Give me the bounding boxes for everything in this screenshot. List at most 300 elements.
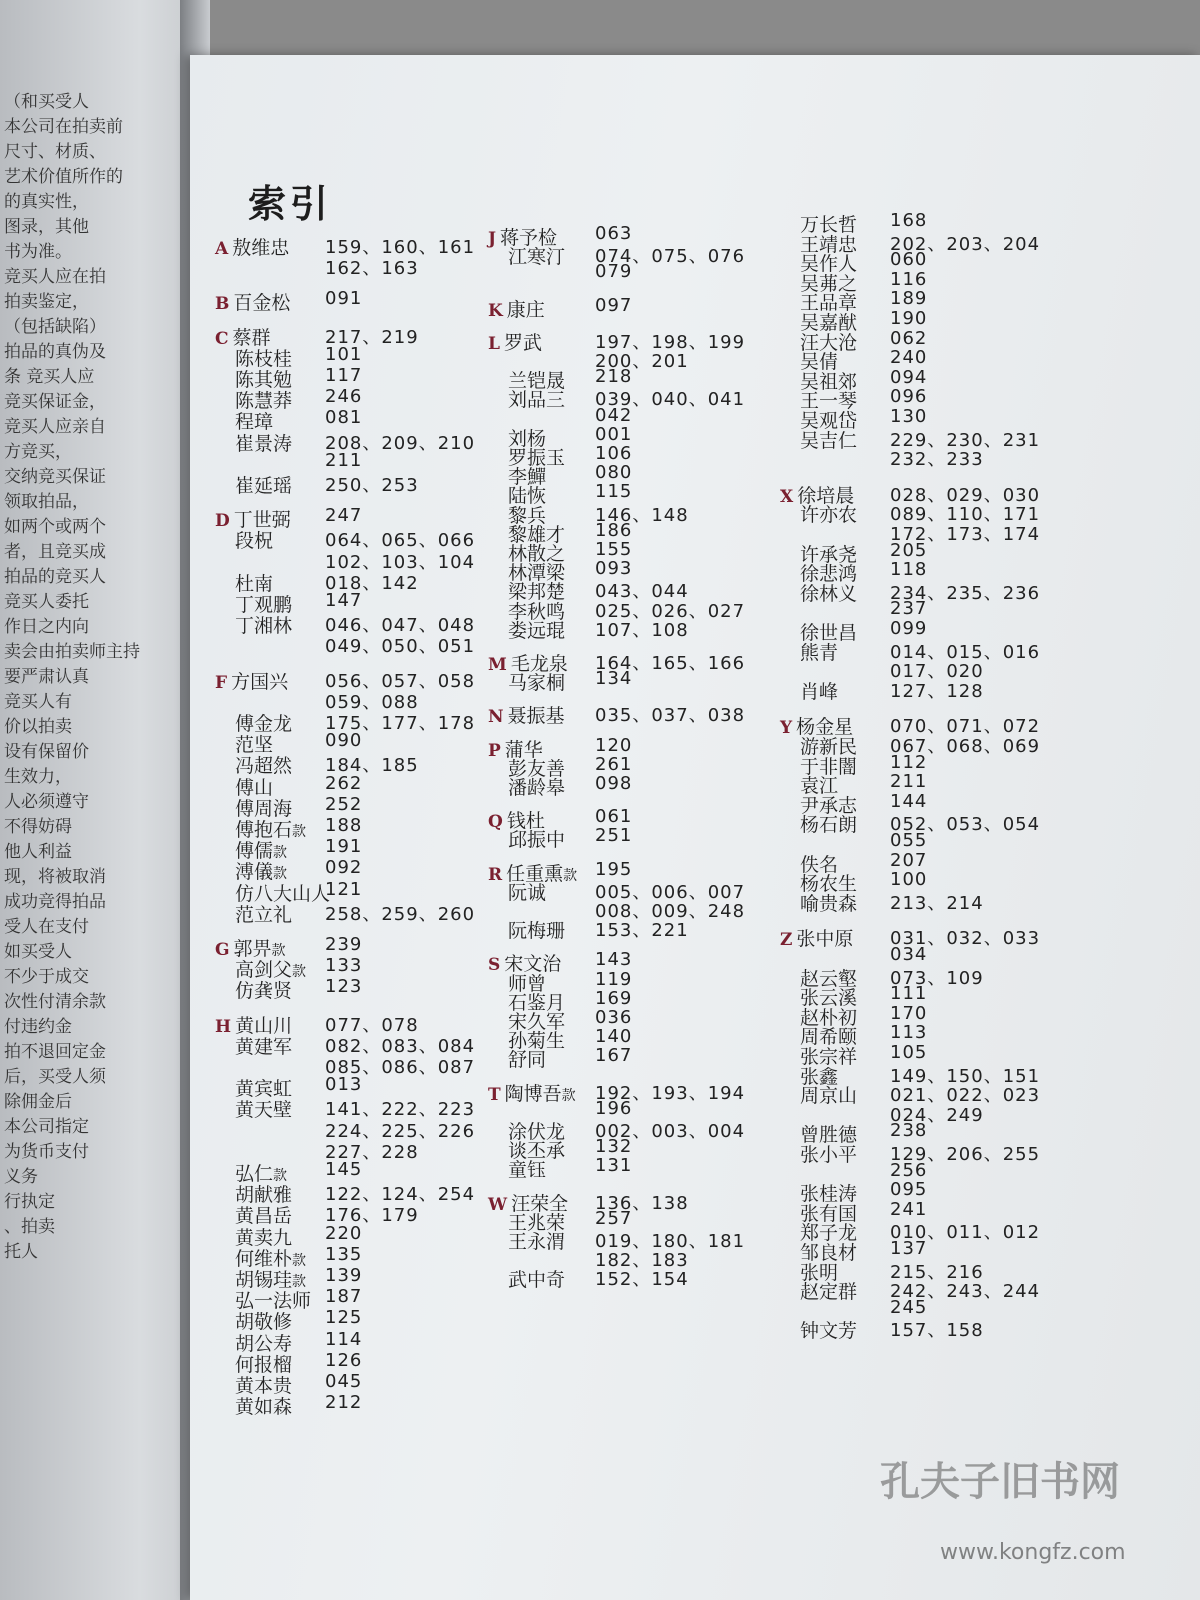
page-numbers: 208、209、210	[325, 432, 476, 454]
artist-name: 黄宾虹	[235, 1078, 293, 1101]
page-numbers: 234、235、236	[890, 582, 1041, 604]
index-entry	[800, 677, 838, 704]
artist-name: 彭友善	[508, 757, 566, 780]
artist-name: 程璋	[235, 411, 274, 434]
artist-name: 傅抱石	[235, 819, 293, 841]
index-entry	[235, 1095, 292, 1122]
index-letter: Z	[780, 930, 793, 951]
page-numbers: 106	[595, 443, 633, 464]
artist-name: 黄如森	[235, 1396, 293, 1419]
page-numbers: 191	[325, 836, 363, 858]
kuan-mark: 款	[273, 845, 288, 862]
index-entry	[508, 668, 565, 695]
page-numbers: 127、128	[890, 680, 984, 702]
page-numbers: 239	[325, 934, 363, 955]
index-entry	[215, 667, 288, 694]
kuan-mark: 款	[561, 1087, 576, 1104]
page-numbers: 149、150、151	[890, 1065, 1041, 1087]
page-numbers: 130	[890, 406, 928, 427]
page-numbers: 139	[325, 1265, 363, 1286]
artist-name: 张桂涛	[800, 1183, 858, 1206]
artist-name: 高剑父	[235, 959, 293, 982]
page-numbers: 144	[890, 790, 928, 812]
artist-name: 敖维忠	[232, 237, 290, 259]
artist-name: 陆恢	[508, 485, 547, 508]
page-numbers: 220	[325, 1222, 363, 1244]
artist-name: 陈其勉	[235, 369, 293, 391]
artist-name: 王一琴	[800, 390, 858, 413]
artist-name: 许亦农	[800, 504, 858, 527]
index-entry	[235, 526, 273, 553]
page-numbers: 115	[595, 481, 633, 503]
page-numbers: 049、050、051	[325, 636, 476, 658]
page-numbers: 159、160、161	[325, 237, 476, 258]
artist-name: 周希颐	[800, 1026, 858, 1049]
page-numbers: 122、124、254	[325, 1184, 476, 1206]
page-numbers: 118	[890, 559, 928, 581]
kuan-mark: 款	[563, 867, 578, 884]
page-numbers: 229、230、231	[890, 429, 1041, 451]
left-page-line: 本公司在拍卖前	[4, 117, 123, 137]
page-numbers: 017、020	[890, 661, 984, 683]
page-numbers: 094	[890, 366, 928, 388]
page-numbers: 175、177、178	[325, 713, 476, 734]
index-entry	[508, 1227, 565, 1254]
page-numbers: 164、165、166	[595, 653, 746, 674]
artist-name: 马家桐	[508, 672, 566, 695]
artist-name: 傅山	[235, 776, 274, 799]
page-numbers: 176、179	[325, 1205, 419, 1227]
artist-name: 陈枝桂	[235, 347, 293, 370]
artist-name: 罗振玉	[508, 447, 566, 469]
artist-name: 阮梅珊	[508, 920, 566, 943]
left-page-line: 领取拍品，	[4, 492, 89, 512]
page-numbers: 064、065、066	[325, 530, 476, 552]
page-numbers: 172、173、174	[890, 524, 1041, 545]
page-numbers: 059、088	[325, 691, 419, 713]
artist-name: 黎兵	[508, 504, 547, 527]
index-letter: R	[488, 864, 503, 885]
index-entry	[508, 616, 565, 643]
page-numbers: 211	[325, 449, 363, 471]
page-numbers: 112	[890, 751, 928, 773]
page-numbers: 060	[890, 249, 928, 271]
page-numbers: 080	[595, 462, 633, 484]
page-numbers: 039、040、041	[595, 389, 746, 411]
page-numbers: 133	[325, 955, 363, 977]
artist-name: 胡敬修	[235, 1311, 293, 1334]
artist-name: 黄昌岳	[235, 1205, 293, 1228]
left-page-line: 竞买人应亲自	[4, 417, 106, 437]
left-page-line: （和买受人	[4, 92, 89, 112]
index-letter: L	[488, 333, 500, 354]
artist-name: 吴茀之	[800, 272, 858, 295]
index-entry	[508, 385, 565, 412]
artist-name: 万长哲	[800, 214, 858, 236]
page-numbers: 134	[595, 668, 633, 690]
page-numbers: 261	[595, 753, 633, 775]
artist-name: 阮诚	[508, 881, 547, 904]
page-numbers: 055	[890, 830, 928, 851]
artist-name: 张鑫	[800, 1065, 839, 1088]
page-numbers: 031、032、033	[890, 928, 1041, 950]
left-page-line: 、拍卖	[4, 1217, 55, 1237]
page-numbers: 251	[595, 825, 633, 847]
artist-name: 张云溪	[800, 987, 858, 1010]
page-numbers: 202、203、204	[890, 233, 1041, 255]
artist-name: 张明	[800, 1261, 839, 1284]
page-numbers: 256	[890, 1159, 928, 1181]
page-numbers: 097	[595, 294, 633, 316]
page-numbers: 224、225、226	[325, 1120, 476, 1142]
kuan-mark: 款	[292, 824, 307, 840]
page-numbers: 126	[325, 1349, 363, 1371]
page-numbers: 182、183	[595, 1250, 689, 1272]
artist-name: 袁江	[800, 775, 839, 798]
artist-name: 胡献雅	[235, 1184, 293, 1207]
page-numbers: 107、108	[595, 619, 689, 641]
index-entry	[235, 976, 292, 1003]
page-numbers: 117	[325, 365, 363, 386]
index-entry	[235, 429, 292, 456]
left-page-line: 成功竞得拍品	[4, 892, 106, 912]
index-entry	[235, 1032, 292, 1059]
page-numbers: 146、148	[595, 504, 689, 526]
artist-name: 喻贵森	[800, 892, 858, 915]
artist-name: 陈慧莽	[235, 390, 293, 413]
left-page-line: 不得妨碍	[4, 817, 72, 837]
index-letter: N	[488, 707, 504, 728]
artist-name: 熊青	[800, 641, 839, 664]
artist-name: 郭畀	[233, 938, 272, 960]
artist-name: 梁邦楚	[508, 581, 566, 604]
artist-name: 吴倩	[800, 351, 839, 374]
index-entry	[508, 825, 565, 852]
index-letter: X	[780, 486, 794, 507]
left-page-text	[4, 90, 184, 1265]
artist-name: 谈丕承	[508, 1140, 566, 1163]
artist-name: 崔景涛	[235, 432, 293, 455]
kuan-mark: 款	[292, 1274, 307, 1290]
artist-name: 丁湘林	[235, 615, 293, 638]
artist-name: 林潭梁	[508, 562, 566, 585]
index-entry	[235, 611, 292, 638]
index-entry	[508, 916, 565, 943]
page-numbers: 114	[325, 1328, 363, 1350]
page-numbers: 162、163	[325, 258, 419, 280]
artist-name: 仿八大山人	[235, 882, 331, 905]
artist-name: 何报榴	[235, 1353, 293, 1376]
index-letter: G	[215, 940, 230, 960]
page-numbers: 131	[595, 1155, 633, 1177]
index-entry	[800, 889, 857, 916]
artist-name: 兰铠晟	[508, 370, 566, 393]
left-page-line: 艺术价值所作的	[4, 167, 123, 187]
page-numbers: 245	[890, 1296, 928, 1318]
page-numbers: 197、198、199	[595, 331, 746, 353]
page-numbers: 019、180、181	[595, 1231, 746, 1252]
artist-name: 蔡群	[232, 326, 271, 349]
page-numbers: 099	[890, 618, 928, 639]
artist-name: 涂伏龙	[508, 1121, 566, 1143]
page-numbers: 240	[890, 347, 928, 369]
page-numbers: 196	[595, 1097, 633, 1119]
page-numbers: 192、193、194	[595, 1082, 746, 1104]
artist-name: 赵朴初	[800, 1006, 858, 1029]
page-numbers: 170	[890, 1002, 928, 1024]
left-page-line: 拍品的竞买人	[4, 567, 106, 587]
artist-name: 林散之	[508, 543, 566, 565]
artist-name: 宋久军	[508, 1011, 566, 1033]
page-numbers: 218	[595, 366, 633, 388]
artist-name: 汪荣全	[511, 1192, 569, 1215]
left-page-line: 书为准。	[4, 242, 72, 262]
left-page-line: 方竞买，	[4, 442, 72, 462]
page-numbers: 217、219	[325, 326, 419, 348]
artist-name: 徐林义	[800, 582, 858, 605]
artist-name: 孙菊生	[508, 1030, 566, 1053]
left-page-line: 价以拍卖	[4, 717, 72, 737]
page-numbers: 081	[325, 407, 363, 429]
page-numbers: 258、259、260	[325, 903, 476, 925]
artist-name: 蒲华	[504, 738, 543, 761]
index-letter: D	[215, 511, 230, 532]
left-page-line: 者，且竞买成	[4, 542, 106, 562]
left-page-line: 付违约金	[4, 1017, 72, 1037]
artist-name: 童钰	[508, 1159, 547, 1182]
page-numbers: 046、047、048	[325, 615, 476, 637]
page-numbers: 129、206、255	[890, 1144, 1041, 1165]
page-numbers: 067、068、069	[890, 736, 1041, 757]
page-numbers: 005、006、007	[595, 881, 746, 903]
page-numbers: 212	[325, 1392, 363, 1414]
left-page-line: 设有保留价	[4, 742, 89, 762]
left-page-line: 竞买人有	[4, 692, 72, 712]
artist-name: 范坚	[235, 734, 274, 757]
page-numbers: 001	[595, 423, 633, 445]
artist-name: 江寒汀	[508, 246, 566, 269]
page-numbers: 018、142	[325, 572, 419, 594]
left-page-line: 作日之内向	[4, 617, 89, 637]
page-numbers: 101	[325, 343, 363, 365]
page-numbers: 120	[595, 734, 633, 756]
left-page-line: 如两个或两个	[4, 517, 106, 537]
page-numbers: 141、222、223	[325, 1099, 476, 1121]
index-letter: Y	[780, 718, 793, 739]
artist-name: 邹良材	[800, 1242, 858, 1264]
index-entry	[800, 500, 857, 527]
page-numbers: 232、233	[890, 449, 984, 471]
artist-name: 周京山	[800, 1085, 858, 1108]
index-letter: M	[488, 655, 507, 675]
watermark: 孔夫子旧书网	[880, 1459, 1120, 1505]
page-numbers: 241	[890, 1198, 928, 1220]
index-entry	[488, 328, 542, 355]
left-page-line: 托人	[4, 1242, 38, 1262]
artist-name: 舒同	[508, 1049, 547, 1072]
page-numbers: 132	[595, 1136, 633, 1158]
page-numbers: 105	[890, 1042, 928, 1063]
artist-name: 宋文治	[504, 953, 562, 976]
artist-name: 王兆荣	[508, 1211, 566, 1234]
index-letter: H	[215, 1016, 232, 1037]
page-numbers: 008、009、248	[595, 901, 746, 922]
left-page-line: 不少于成交	[4, 967, 89, 987]
page-numbers: 213、214	[890, 892, 984, 914]
artist-name: 许承尧	[800, 543, 858, 566]
artist-name: 佚名	[800, 853, 839, 876]
index-letter: K	[488, 300, 503, 321]
index-letter: A	[215, 239, 229, 259]
index-entry	[488, 295, 545, 322]
page-numbers: 100	[890, 869, 928, 891]
page-numbers: 090	[325, 730, 363, 752]
artist-name: 吴嘉猷	[800, 312, 858, 334]
page-numbers: 211	[890, 771, 928, 793]
page-numbers: 063	[595, 223, 633, 244]
artist-name: 黎雄才	[508, 523, 566, 546]
index-letter: P	[488, 740, 501, 761]
artist-name: 张宗祥	[800, 1046, 858, 1068]
page-numbers: 073、109	[890, 967, 984, 989]
left-page-line: 受人在支付	[4, 917, 89, 937]
left-page	[0, 0, 200, 1600]
left-page-line: 图录，其他	[4, 217, 89, 237]
page-numbers: 102、103、104	[325, 551, 476, 573]
artist-name: 徐悲鸿	[800, 563, 858, 586]
artist-name: 张小平	[800, 1144, 858, 1166]
page-numbers: 123	[325, 976, 363, 998]
page-numbers: 074、075、076	[595, 246, 746, 268]
left-page-line: 要严肃认真	[4, 667, 89, 687]
artist-name: 康庄	[506, 298, 545, 321]
left-page-line: （包括缺陷）	[4, 317, 106, 337]
page-numbers: 152、154	[595, 1269, 689, 1291]
left-page-line: 次性付清余款	[4, 992, 106, 1012]
page-numbers: 237	[890, 598, 928, 620]
left-page-line: 拍卖鉴定，	[4, 292, 89, 312]
artist-name: 罗武	[503, 331, 542, 354]
artist-name: 黄天壁	[235, 1099, 293, 1122]
page-numbers: 147	[325, 590, 363, 611]
artist-name: 石鉴月	[508, 991, 566, 1014]
page-numbers: 168	[890, 210, 928, 231]
page-numbers: 257	[595, 1207, 633, 1229]
index-entry	[488, 1079, 576, 1106]
page-numbers: 145	[325, 1159, 363, 1180]
page-numbers: 252	[325, 793, 363, 815]
artist-name: 崔延瑶	[235, 475, 293, 497]
artist-name: 张中原	[796, 928, 854, 951]
artist-name: 王品章	[800, 292, 858, 315]
page-numbers: 098	[595, 773, 633, 794]
page-numbers: 077、078	[325, 1014, 419, 1036]
index-entry	[508, 773, 565, 800]
kuan-mark: 款	[273, 866, 288, 883]
artist-name: 娄远琨	[508, 619, 566, 642]
page-numbers: 227、228	[325, 1141, 419, 1163]
artist-name: 丁世弼	[233, 509, 291, 532]
artist-name: 杨金星	[796, 716, 854, 739]
index-entry	[800, 1316, 857, 1343]
artist-name: 肖峰	[800, 680, 839, 703]
artist-name: 汪大沧	[800, 331, 858, 354]
page-numbers: 205	[890, 539, 928, 561]
page-numbers: 184、185	[325, 755, 419, 777]
index-letter: F	[215, 672, 228, 693]
page-numbers: 093	[595, 558, 633, 580]
page-numbers: 207	[890, 849, 928, 871]
index-entry	[800, 810, 857, 837]
artist-name: 陶博吾	[504, 1082, 562, 1105]
page-numbers: 121	[325, 878, 363, 900]
artist-name: 李鱓	[508, 466, 547, 489]
artist-name: 潘龄皋	[508, 777, 566, 799]
artist-name: 杨石朗	[800, 814, 858, 837]
page-numbers: 043、044	[595, 581, 689, 603]
page-numbers: 137	[890, 1238, 928, 1259]
page-numbers: 092	[325, 857, 363, 879]
artist-name: 赵定群	[800, 1281, 858, 1304]
page-numbers: 111	[890, 983, 928, 1005]
left-page-line: 义务	[4, 1167, 38, 1187]
page-numbers: 085、086、087	[325, 1057, 476, 1078]
page-numbers: 042	[595, 404, 633, 426]
index-letter: W	[488, 1194, 508, 1215]
left-page-line: 本公司指定	[4, 1117, 89, 1137]
artist-name: 尹承志	[800, 794, 858, 817]
page-numbers: 113	[890, 1022, 928, 1044]
index-entry	[508, 242, 565, 269]
artist-name: 师曾	[508, 972, 547, 995]
page-numbers: 062	[890, 327, 928, 349]
artist-name: 傅金龙	[235, 713, 293, 735]
index-entry	[800, 1081, 857, 1108]
page-numbers: 056、057、058	[325, 670, 476, 692]
artist-name: 郑子龙	[800, 1222, 858, 1245]
left-page-line: 他人利益	[4, 842, 72, 862]
page-numbers: 082、083、084	[325, 1035, 476, 1057]
artist-name: 于非闇	[800, 755, 858, 778]
page-numbers: 091	[325, 288, 363, 310]
page-numbers: 089、110、171	[890, 504, 1041, 526]
left-page-line: 条 竞买人应	[4, 367, 95, 387]
artist-name: 吴吉仁	[800, 429, 858, 452]
page-numbers: 140	[595, 1026, 633, 1048]
artist-name: 王永渭	[508, 1231, 566, 1253]
page-numbers: 034	[890, 944, 928, 965]
artist-name: 赵云壑	[800, 967, 858, 990]
index-letter: C	[215, 328, 229, 349]
left-page-line: 竞买人委托	[4, 592, 89, 612]
artist-name: 徐培晨	[797, 484, 855, 507]
artist-name: 黄建军	[235, 1035, 293, 1058]
artist-name: 王靖忠	[800, 233, 858, 256]
index-entry	[235, 471, 292, 498]
page-numbers: 045	[325, 1371, 363, 1392]
artist-name: 李秋鸣	[508, 600, 566, 623]
artist-name: 何维朴	[235, 1247, 293, 1270]
artist-name: 刘品三	[508, 389, 566, 412]
page-numbers: 095	[890, 1179, 928, 1201]
page-numbers: 061	[595, 806, 633, 828]
page-numbers: 135	[325, 1243, 363, 1265]
artist-name: 邱振中	[508, 829, 566, 852]
artist-name: 胡锡珪	[235, 1269, 293, 1291]
page-numbers: 136、138	[595, 1192, 689, 1214]
artist-name: 蒋予检	[500, 227, 558, 249]
index-entry	[800, 1277, 857, 1304]
